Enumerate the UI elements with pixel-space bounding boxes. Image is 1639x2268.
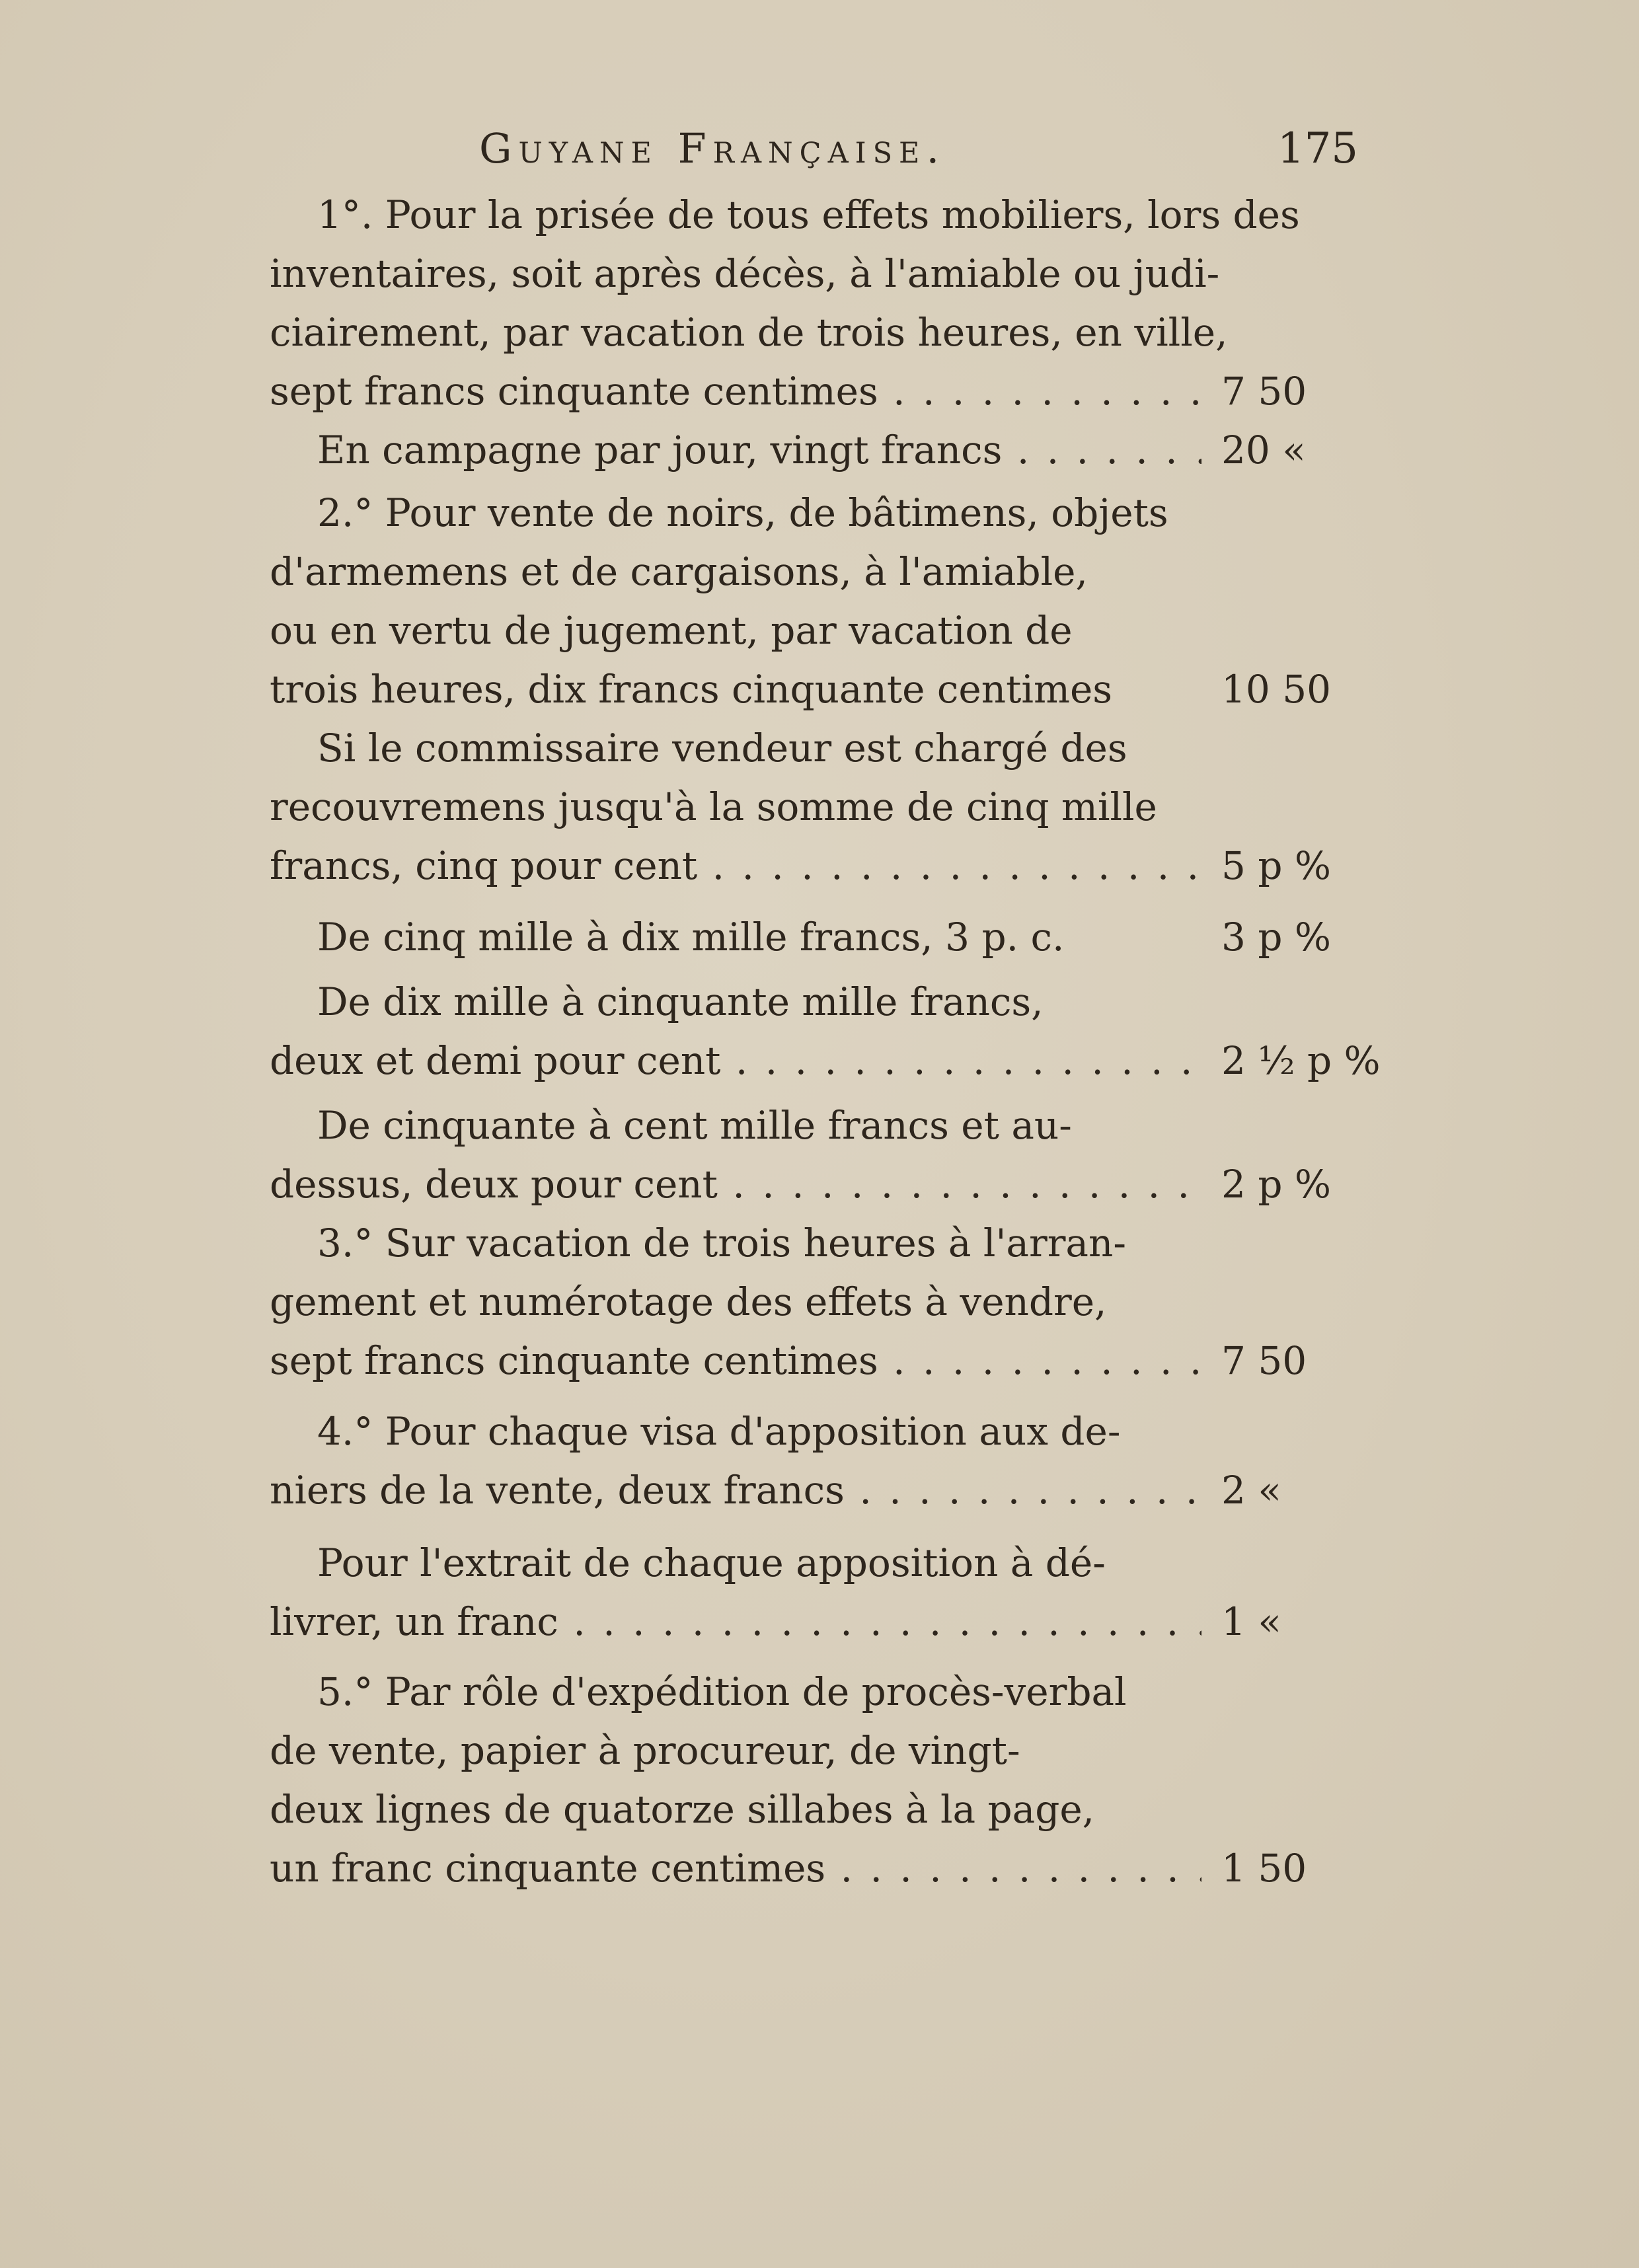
text-line: 4.° Pour chaque visa d'apposition aux de- (317, 1409, 1121, 1454)
text-line: livrer, un franc . . . 1 « (270, 1596, 1353, 1647)
text-line: d'armemens et de cargaisons, à l'amiable, (270, 549, 1088, 594)
fee-amount: 1 « (1221, 1599, 1281, 1644)
fee-amount: 7 50 (1221, 369, 1307, 414)
text-line: 2.° Pour vente de noirs, de bâtimens, objets (317, 490, 1168, 535)
page-number: 175 (1277, 124, 1358, 173)
fee-amount: 5 p % (1221, 843, 1332, 888)
text-line: dessus, deux pour cent . . . 2 p % (270, 1158, 1353, 1210)
text-line: trois heures, dix francs cinquante centimes 10 50 (270, 663, 1353, 715)
text-line: 5.° Par rôle d'expédition de procès-verbal (317, 1669, 1127, 1714)
text-line: ciairement, par vacation de trois heures, en ville, (270, 310, 1228, 355)
fee-amount: 7 50 (1221, 1338, 1307, 1383)
text-line: niers de la vente, deux francs . . . 2 « (270, 1464, 1353, 1516)
text-line: sept francs cinquante centimes . . . 7 50 (270, 1335, 1353, 1386)
fee-amount: 3 p % (1221, 915, 1332, 960)
fee-amount: 2 « (1221, 1468, 1281, 1513)
text-line: gement et numérotage des effets à vendre, (270, 1279, 1107, 1324)
text-line: En campagne par jour, vingt francs . . . 20 « (270, 424, 1353, 476)
text-line: deux et demi pour cent . . . 2 ½ p % (270, 1035, 1353, 1086)
text-line: 1°. Pour la prisée de tous effets mobiliers, lors des (317, 192, 1300, 237)
text-line: Si le commissaire vendeur est chargé des (317, 726, 1127, 771)
text-line: de vente, papier à procureur, de vingt- (270, 1728, 1020, 1773)
text-line: recouvremens jusqu'à la somme de cinq mille (270, 784, 1157, 829)
text-line: sept francs cinquante centimes . . . 7 50 (270, 365, 1353, 417)
text-line: ou en vertu de jugement, par vacation de (270, 608, 1073, 653)
fee-amount: 10 50 (1221, 667, 1332, 712)
text-line: inventaires, soit après décès, à l'amiable ou judi- (270, 251, 1220, 296)
fee-amount: 20 « (1221, 428, 1306, 472)
page-header (479, 124, 1358, 177)
text-line: De cinquante à cent mille francs et au- (317, 1103, 1072, 1148)
text-line: deux lignes de quatorze sillabes à la page, (270, 1787, 1095, 1832)
text-line: francs, cinq pour cent . . . 5 p % (270, 840, 1353, 891)
text-line: De dix mille à cinquante mille francs, (317, 979, 1044, 1024)
fee-amount: 2 ½ p % (1221, 1038, 1381, 1083)
fee-amount: 2 p % (1221, 1162, 1332, 1207)
text-line: De cinq mille à dix mille francs, 3 p. c. 3 p % (270, 911, 1353, 963)
text-line: 3.° Sur vacation de trois heures à l'arran- (317, 1221, 1126, 1266)
running-title: Guyane Française. (479, 124, 946, 172)
text-line: Pour l'extrait de chaque apposition à dé- (317, 1540, 1106, 1585)
text-line: un franc cinquante centimes . . . 1 50 (270, 1842, 1353, 1894)
fee-amount: 1 50 (1221, 1846, 1307, 1891)
